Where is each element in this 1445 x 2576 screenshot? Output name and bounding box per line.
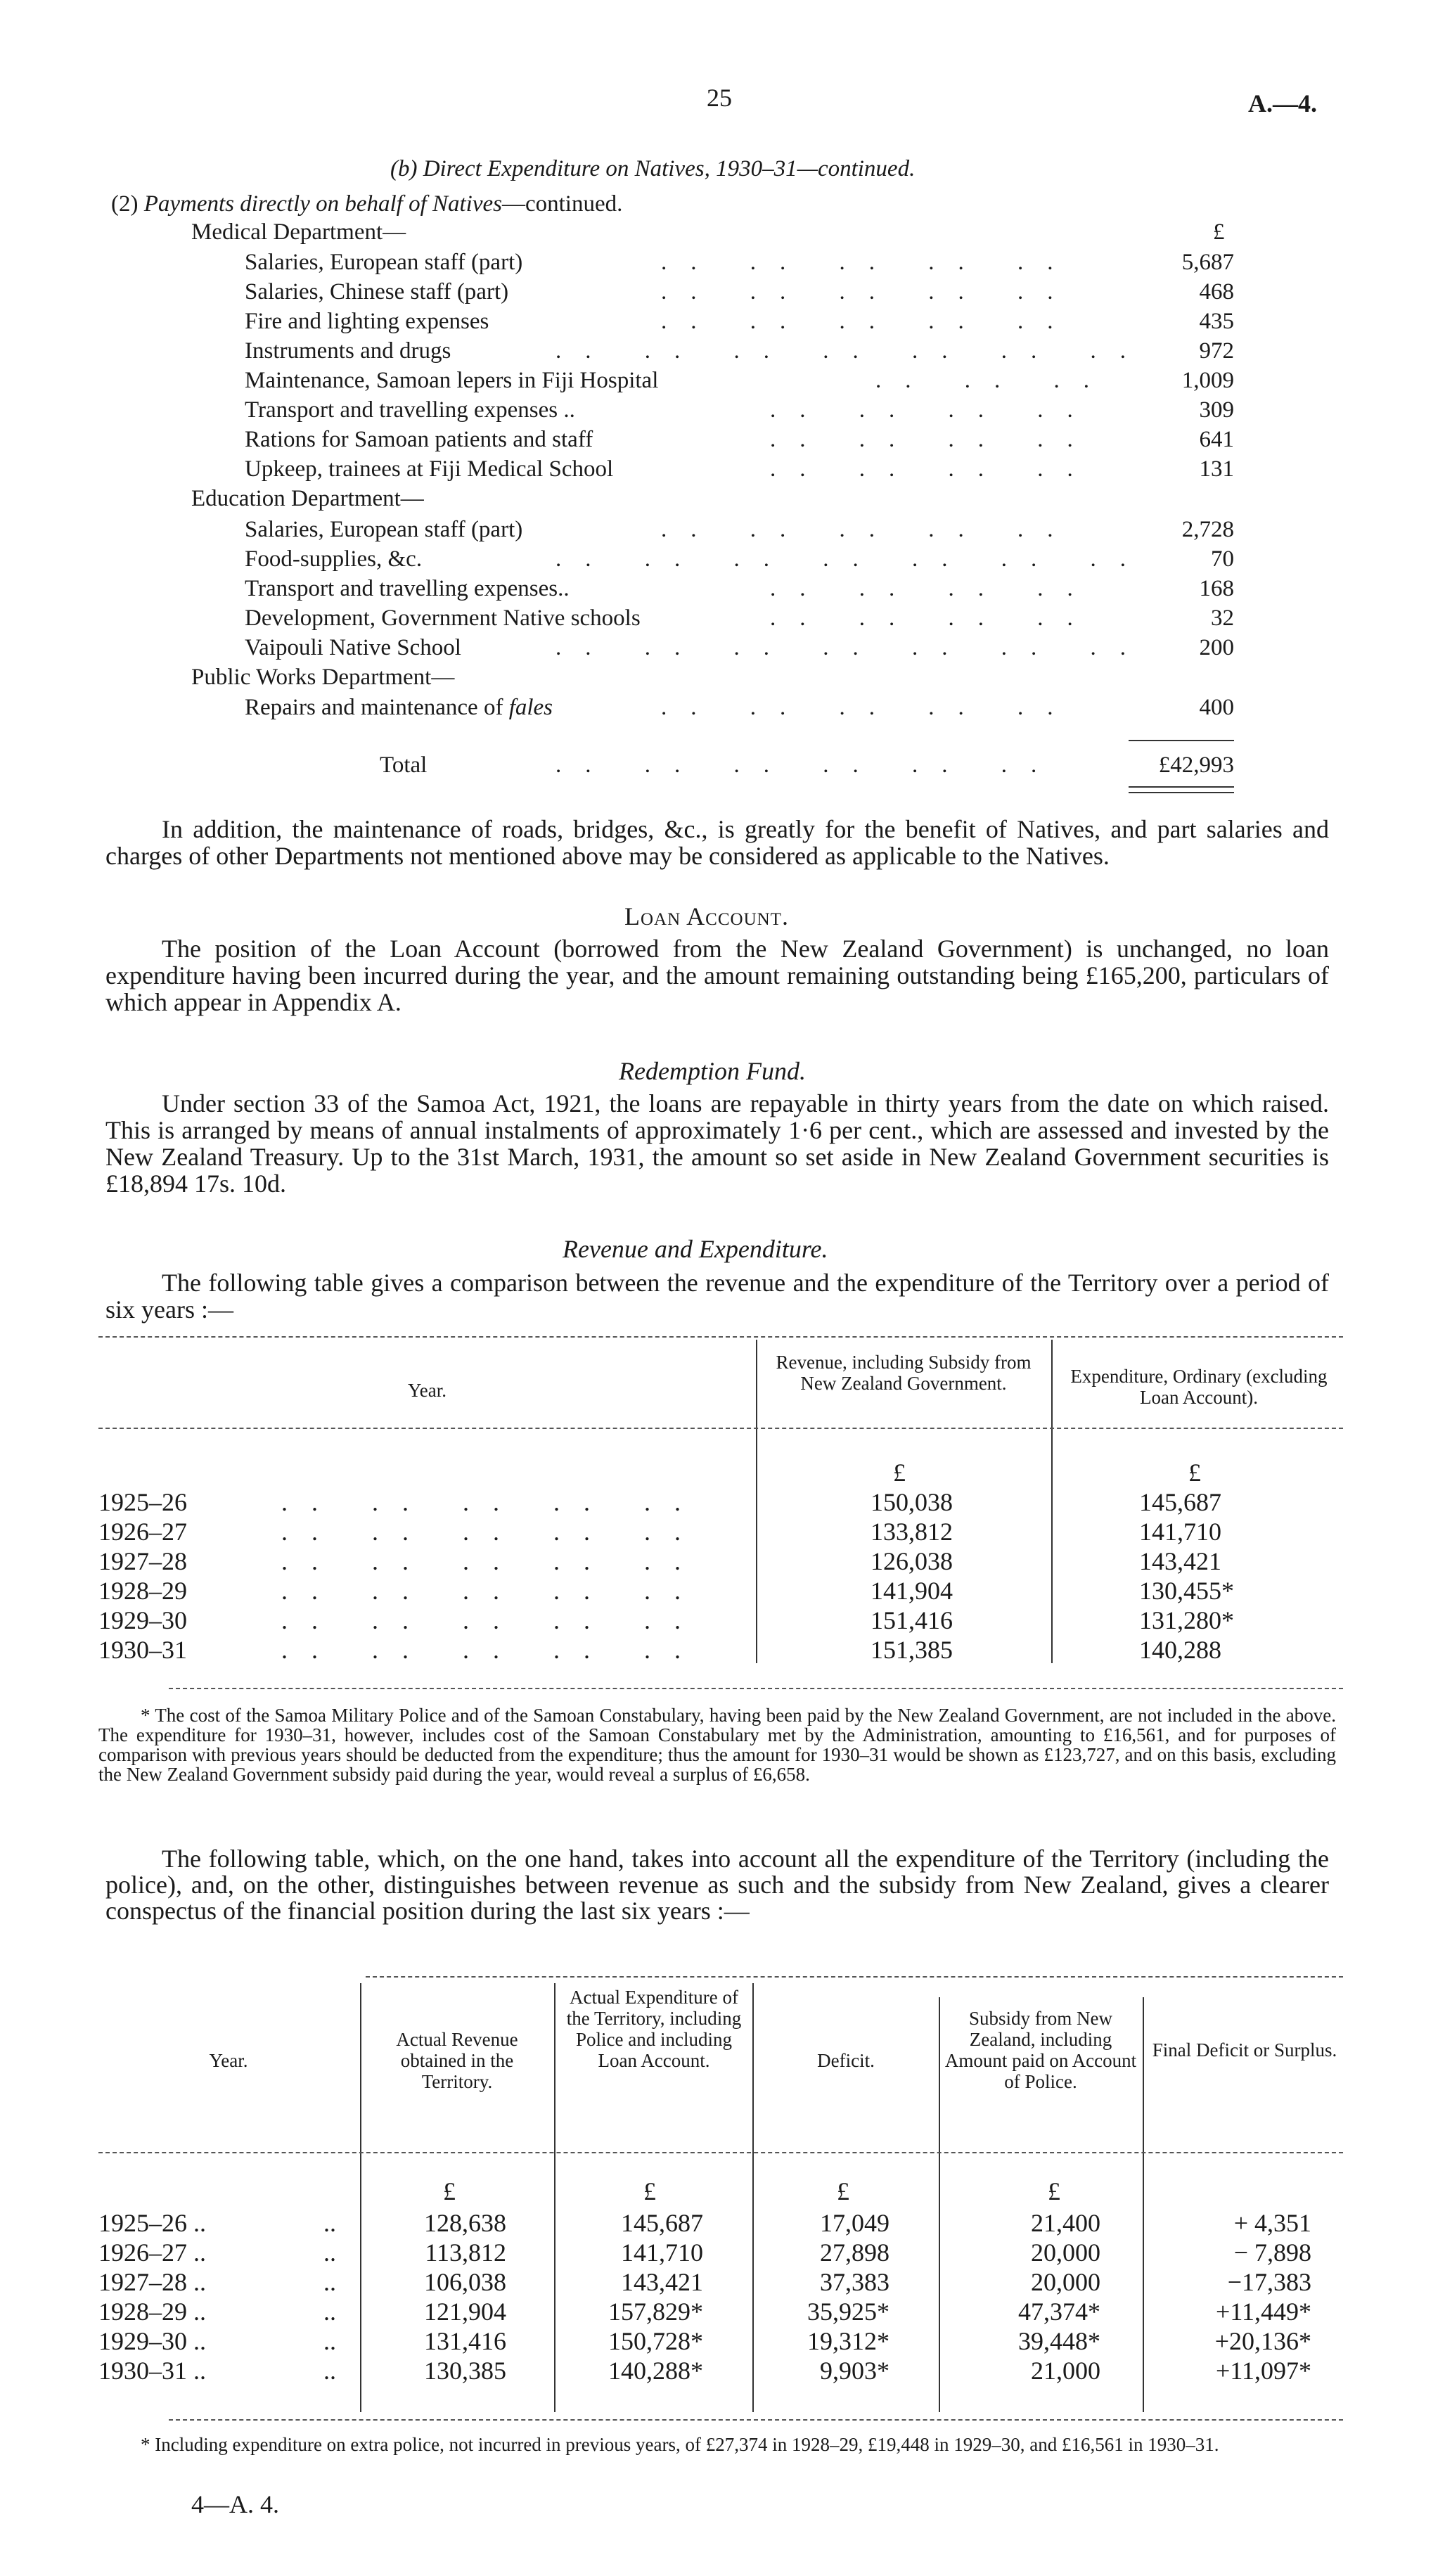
year-cell: 1928–29 [98,1577,187,1605]
expense-label: Fire and lighting expenses [245,309,489,334]
unit-deficit: £ [837,2177,849,2205]
final-cell: +11,449* [1216,2298,1311,2326]
expense-label: Salaries, European staff (part) [245,517,523,542]
dot-leader: .. .. .. .. [770,427,1097,452]
header-bottom-rule [98,1428,1343,1429]
expenditure-cell: 150,728* [608,2327,703,2355]
revenue-cell: 141,904 [871,1577,953,1605]
final-cell: +20,136* [1214,2327,1311,2355]
expenditure-cell: 141,710 [1139,1518,1221,1546]
column-header-final: Final Deficit or Surplus. [1152,2039,1337,2061]
final-cell: + 4,351 [1233,2209,1311,2237]
dot-leader: .. .. .. .. .. [281,1488,705,1516]
deficit-cell: 17,049 [820,2209,890,2237]
dot-leader: .. .. .. .. [770,456,1097,482]
header-bottom-rule [98,2152,1343,2153]
expense-label: Transport and travelling expenses.. [245,576,570,601]
year-cell: 1930–31 .. [98,2357,206,2385]
currency-header: £ [1213,219,1225,245]
column-header-expenditure: Expenditure, Ordinary (excluding Loan Account). [1070,1366,1328,1408]
expenditure-cell: 140,288 [1139,1636,1221,1664]
expense-label: Upkeep, trainees at Fiji Medical School [245,456,614,482]
column-divider [756,1340,757,1663]
expense-value: 70 [1211,546,1234,572]
table-bottom-rule [169,2419,1343,2421]
subsidy-cell: 39,448* [1018,2327,1100,2355]
total-label: Total [380,752,428,778]
deficit-cell: 37,383 [820,2268,890,2296]
dot-leader: .. .. .. .. .. [661,250,1077,275]
dot-leader: .. [323,2298,336,2326]
final-cell: − 7,898 [1233,2238,1311,2267]
subsection-italic: Payments directly on behalf of Natives [143,191,502,217]
expense-value: 400 [1199,695,1234,720]
expense-value: 5,687 [1181,250,1234,275]
unit-expenditure: £ [643,2177,656,2205]
dot-leader: .. .. .. .. .. [661,517,1077,542]
deficit-cell: 27,898 [820,2238,890,2267]
column-divider [1051,1340,1053,1663]
expense-label: Maintenance, Samoan lepers in Fiji Hospital [245,368,659,393]
final-cell: +11,097* [1216,2357,1311,2385]
dot-leader: .. .. .. .. [770,605,1097,631]
expenditure-cell: 145,687 [1139,1488,1221,1516]
subsidy-cell: 47,374* [1018,2298,1100,2326]
expense-label: Instruments and drugs [245,338,451,364]
subsidy-cell: 21,400 [1031,2209,1100,2237]
column-divider [360,1983,361,2412]
expense-label: Salaries, Chinese staff (part) [245,279,509,305]
expense-value: 32 [1211,605,1234,631]
deficit-cell: 9,903* [820,2357,890,2385]
expense-label: Salaries, European staff (part) [245,250,523,275]
subsection-prefix: (2) [111,191,144,217]
dot-leader: .. .. .. .. .. .. .. [555,338,1150,364]
table-bottom-rule [169,1688,1343,1689]
column-header-actual-expenditure: Actual Expenditure of the Territory, including Police and including Loan Account. [566,1987,742,2071]
dot-leader: .. .. .. .. .. [281,1547,705,1575]
revenue-cell: 106,038 [424,2268,506,2296]
column-divider [1143,1997,1144,2412]
paragraph-redemption-fund: Under section 33 of the Samoa Act, 1921, the loans are repayable in thirty years from the date on which raised. This is arranged by means of annual instalments of approximately 1·6 per cent., which are assessed and invested by the New Zealand Treasury. Up to the 31st March, 1931, the amount so set aside in New Zealand Government securities is £18,894 17s. 10d. [105,1089,1329,1198]
redemption-fund-heading: Redemption Fund. [619,1057,806,1085]
expense-value: 641 [1199,427,1234,452]
expense-label: Food-supplies, &c. [245,546,423,572]
expense-value: 131 [1199,456,1234,482]
column-divider [939,1997,940,2412]
expenditure-cell: 130,455* [1139,1577,1234,1605]
footnote-table1: * The cost of the Samoa Military Police and of the Samoan Constabulary, having been paid by the New Zealand Government, are not included in the above. The expenditure for 1930–31, however, includes cost of the Samoan Constabulary met by the Administration, amounting to £16,561, and for purposes of comparison with previous years should be deducted from the expenditure; thus the amount for 1930–31 would be shown as £123,727, and on this basis, excluding the New Zealand Government subsidy paid during the year, would reveal a surplus of £6,658. [98,1705,1336,1785]
unit-revenue: £ [443,2177,456,2205]
column-divider [554,1983,555,2412]
loan-account-heading: Loan Account. [624,902,789,930]
expenditure-cell: 145,687 [621,2209,703,2237]
table-top-rule [98,1336,1343,1338]
subsection-suffix: —continued. [501,191,623,217]
unit-revenue: £ [893,1459,906,1487]
dot-leader: .. .. .. .. [770,576,1097,601]
section-title: (b) Direct Expenditure on Natives, 1930–31—continued. [390,156,916,181]
expense-value: 1,009 [1181,368,1234,393]
expense-label-prefix: Repairs and maintenance of [245,695,509,720]
column-header-year: Year. [209,2050,248,2071]
education-heading: Education Department— [191,486,424,511]
revenue-cell: 130,385 [424,2357,506,2385]
paragraph-loan-account: The position of the Loan Account (borrowed from the New Zealand Government) is unchanged, no loan expenditure having been incurred during the year, and the amount remaining outstanding being £165,200, particulars of which appear in Appendix A. [105,935,1329,1016]
revenue-cell: 131,416 [424,2327,506,2355]
page-number: 25 [707,84,732,112]
dot-leader: .. [323,2238,336,2267]
dot-leader: .. [323,2357,336,2385]
revenue-cell: 133,812 [871,1518,953,1546]
dot-leader: .. .. .. .. [770,397,1097,423]
column-header-subsidy: Subsidy from New Zealand, including Amount paid on Account of Police. [944,2008,1137,2092]
revenue-cell: 151,416 [871,1606,953,1634]
expense-label-italic: fales [508,695,553,720]
expense-value: 2,728 [1181,517,1234,542]
footnote-table2: * Including expenditure on extra police, not incurred in previous years, of £27,374 in 1928–29, £19,448 in 1929–30, and £16,561 in 1930–31. [141,2434,1219,2455]
year-cell: 1929–30 .. [98,2327,206,2355]
paragraph-table1-intro: The following table gives a comparison between the revenue and the expenditure of the Territory over a period of six years :— [105,1269,1329,1324]
final-cell: −17,383 [1227,2268,1311,2296]
year-cell: 1927–28 .. [98,2268,206,2296]
dot-leader: .. .. .. [875,368,1113,393]
total-rule [1129,740,1234,741]
expenditure-cell: 143,421 [621,2268,703,2296]
document-reference: A.—4. [1248,89,1317,117]
expenditure-cell: 131,280* [1139,1606,1234,1634]
year-cell: 1925–26 [98,1488,187,1516]
deficit-cell: 35,925* [807,2298,890,2326]
year-cell: 1929–30 [98,1606,187,1634]
dot-leader: .. .. .. .. .. [661,309,1077,334]
column-divider [752,1983,754,2412]
page-signature: 4—A. 4. [191,2490,279,2518]
dot-leader: .. .. .. .. .. .. .. [555,635,1150,660]
subsidy-cell: 20,000 [1031,2238,1100,2267]
subsidy-cell: 21,000 [1031,2357,1100,2385]
year-cell: 1928–29 .. [98,2298,206,2326]
revenue-expenditure-heading: Revenue and Expenditure. [563,1235,828,1263]
revenue-cell: 126,038 [871,1547,953,1575]
expense-label [245,695,553,721]
expense-value: 972 [1199,338,1234,364]
deficit-cell: 19,312* [807,2327,890,2355]
expenditure-cell: 157,829* [608,2298,703,2326]
expense-label: Transport and travelling expenses .. [245,397,575,423]
year-cell: 1930–31 [98,1636,187,1664]
dot-leader: .. [323,2209,336,2237]
medical-heading: Medical Department— [191,219,406,245]
expenditure-cell: 140,288* [608,2357,703,2385]
expense-value: 468 [1199,279,1234,305]
unit-expenditure: £ [1188,1459,1201,1487]
dot-leader: .. .. .. .. .. [281,1577,705,1605]
expenditure-cell: 141,710 [621,2238,703,2267]
column-header-actual-revenue: Actual Revenue obtained in the Territory. [396,2029,518,2092]
dot-leader: .. .. .. .. .. .. .. [555,546,1150,572]
total-double-rule [1129,792,1234,793]
year-cell: 1926–27 .. [98,2238,206,2267]
revenue-cell: 121,904 [424,2298,506,2326]
paragraph-addition: In addition, the maintenance of roads, bridges, &c., is greatly for the benefit of Natives, and part salaries and charges of other Departments not mentioned above may be considered as applicable to the Natives. [105,815,1329,870]
expense-value: 200 [1199,635,1234,660]
expense-value: 168 [1199,576,1234,601]
revenue-cell: 128,638 [424,2209,506,2237]
dot-leader: .. .. .. .. .. [281,1518,705,1546]
dot-leader: .. [323,2268,336,2296]
revenue-cell: 150,038 [871,1488,953,1516]
table-top-rule [366,1976,1343,1978]
paragraph-table2-intro: The following table, which, on the one hand, takes into account all the expenditure of the Territory (including the police), and, on the other, distinguishes between revenue as such and the subsidy from New Zealand, gives a clearer conspectus of the financial position during the last six years :— [105,1845,1329,1925]
dot-leader: .. [323,2327,336,2355]
expense-value: 309 [1199,397,1234,423]
column-header-year: Year. [407,1380,447,1401]
year-cell: 1926–27 [98,1518,187,1546]
revenue-cell: 151,385 [871,1636,953,1664]
year-cell: 1927–28 [98,1547,187,1575]
expense-label: Rations for Samoan patients and staff [245,427,593,452]
total-double-rule [1129,786,1234,788]
subsection-title [111,191,622,217]
dot-leader: .. .. .. .. .. [281,1606,705,1634]
column-header-revenue: Revenue, including Subsidy from New Zealand Government. [776,1352,1032,1394]
dot-leader: .. .. .. .. .. [661,279,1077,305]
expenditure-cell: 143,421 [1139,1547,1221,1575]
total-value: £42,993 [1158,752,1234,778]
unit-subsidy: £ [1048,2177,1060,2205]
expense-label: Vaipouli Native School [245,635,461,660]
column-header-deficit: Deficit. [817,2050,875,2071]
subsidy-cell: 20,000 [1031,2268,1100,2296]
year-cell: 1925–26 .. [98,2209,206,2237]
expense-value: 435 [1199,309,1234,334]
revenue-cell: 113,812 [425,2238,506,2267]
dot-leader: .. .. .. .. .. [661,695,1077,720]
public-works-heading: Public Works Department— [191,665,455,690]
expense-label: Development, Government Native schools [245,605,641,631]
dot-leader: .. .. .. .. .. [281,1636,705,1664]
dot-leader: .. .. .. .. .. .. [555,752,1061,778]
